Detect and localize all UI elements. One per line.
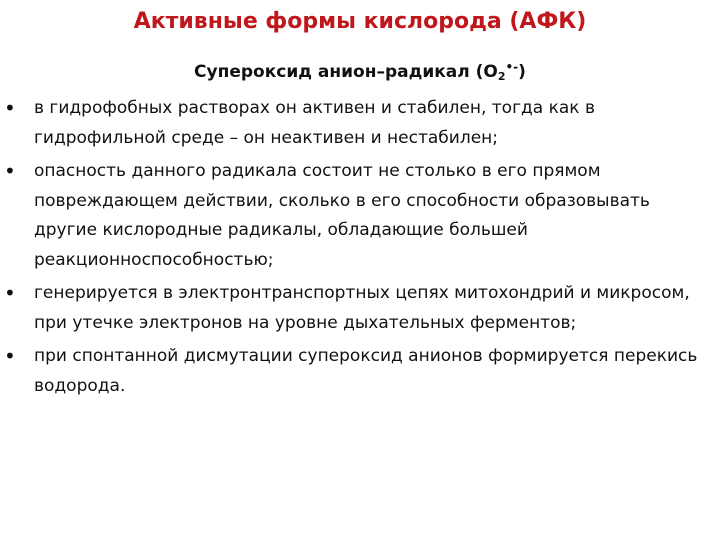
bullet-text: опасность данного радикала состоит не столько в его прямом повреждающем действии, сколько в его способности образовывать другие кислородные радикалы, обладающие большей реакционноспособностью;: [34, 161, 650, 270]
subtitle-text: Супероксид анион–радикал (О: [194, 62, 498, 82]
bullet-item: [0, 342, 700, 401]
bullet-item: [0, 94, 700, 153]
subtitle-superscript: •-: [505, 60, 519, 74]
slide-subtitle: [0, 59, 720, 85]
bullet-text: при спонтанной дисмутации супероксид анионов формируется перекись водорода.: [34, 346, 698, 396]
bullet-item: [0, 157, 700, 275]
bullet-icon: •: [4, 281, 16, 305]
bullet-text: в гидрофобных растворах он активен и стабилен, тогда как в гидрофильной среде – он неактивен и нестабилен;: [34, 98, 595, 148]
bullet-list: [0, 94, 700, 405]
bullet-icon: •: [4, 344, 16, 368]
subtitle-closing: ): [518, 62, 526, 82]
slide-title: Активные формы кислорода (АФК): [133, 9, 587, 34]
bullet-icon: •: [4, 96, 16, 120]
bullet-item: [0, 279, 700, 338]
bullet-icon: •: [4, 159, 16, 183]
subtitle-subscript: 2: [497, 70, 506, 83]
bullet-text: генерируется в электронтранспортных цепях митохондрий и микросом, при утечке электронов на уровне дыхательных ферментов;: [34, 283, 690, 333]
